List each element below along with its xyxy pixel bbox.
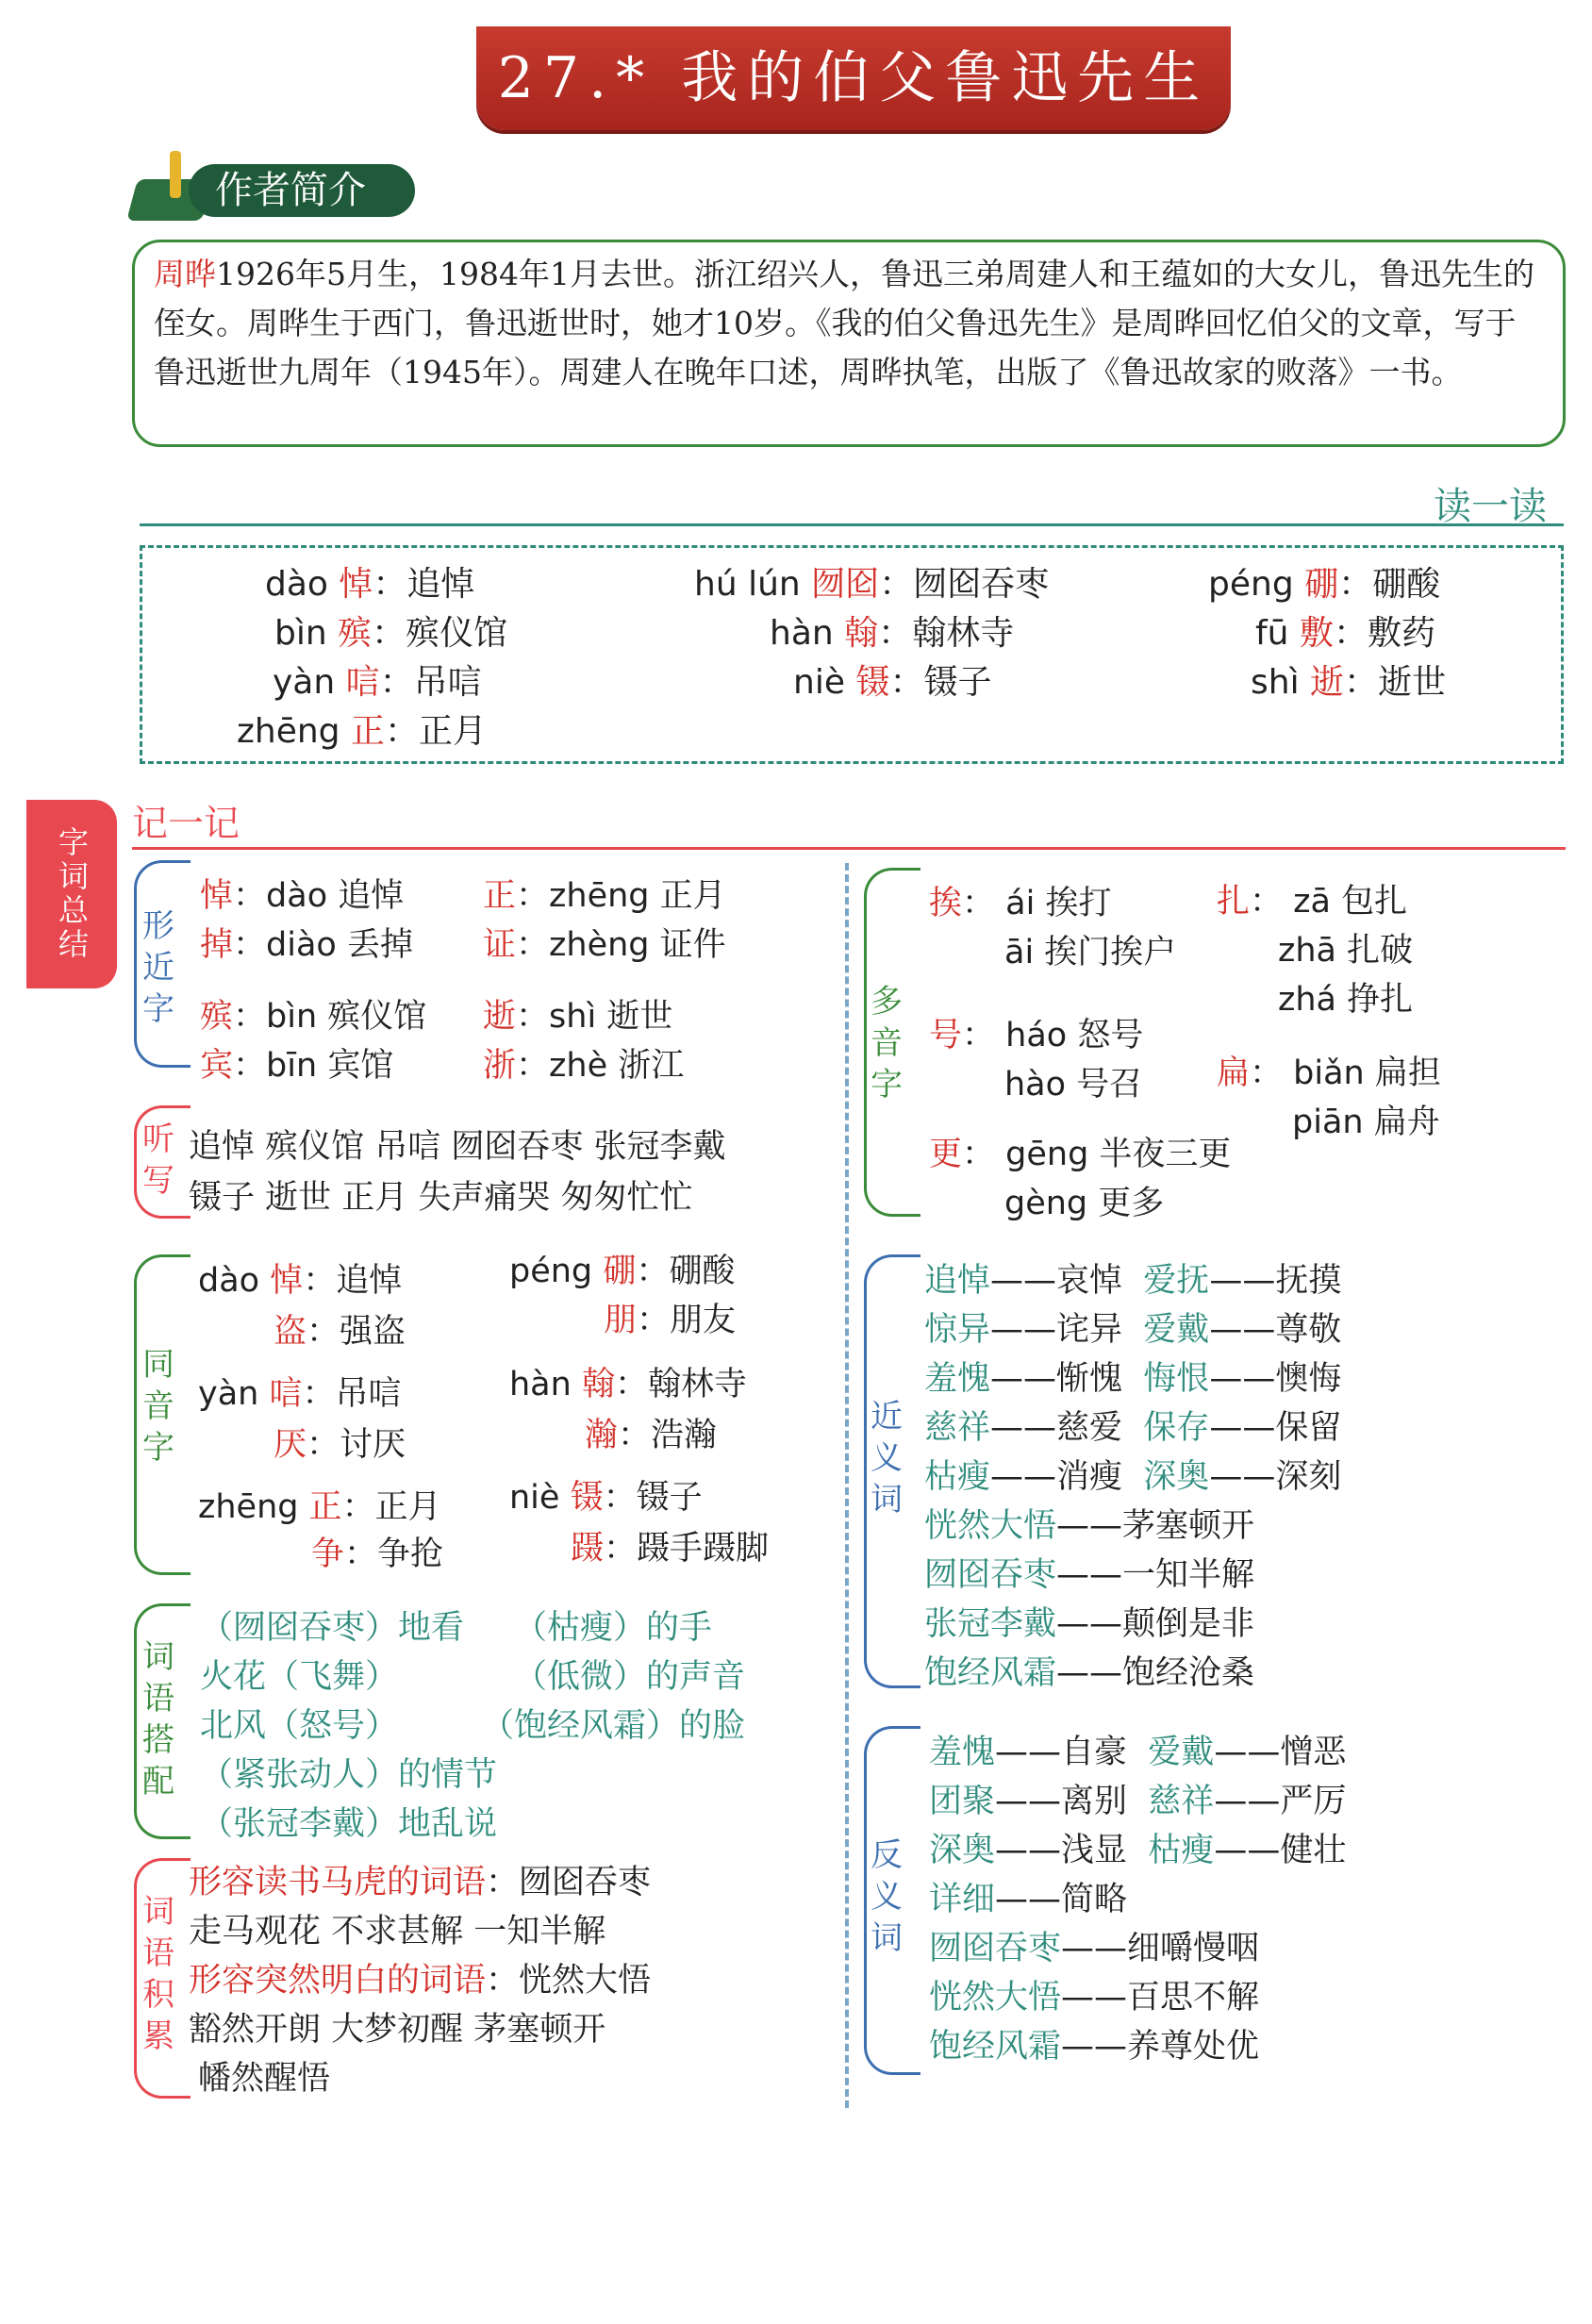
- list-item: 瀚：浩瀚: [585, 1417, 718, 1454]
- list-item: péng 硼：硼酸: [509, 1253, 736, 1290]
- list-item: 囫囵吞枣——细嚼慢咽: [929, 1930, 1260, 1967]
- read-item: niè 镊：镊子: [793, 663, 992, 702]
- list-item: 盗：强盗: [274, 1313, 406, 1351]
- read-box: [140, 545, 1564, 764]
- list-item: 宾：bīn 宾馆: [200, 1047, 394, 1085]
- read-item: péng 硼：硼酸: [1208, 565, 1441, 604]
- read-item: shì 逝：逝世: [1251, 663, 1447, 702]
- section-label-duoyinzi: 多音字: [871, 983, 903, 1104]
- read-title: 读一读: [1434, 485, 1547, 528]
- remember-title: 记一记: [132, 803, 240, 844]
- section-label-jinyici: 近义词: [871, 1398, 903, 1519]
- author-name: 周晔: [154, 256, 216, 292]
- list-item: 团聚——离别 慈祥——严厉: [929, 1783, 1347, 1820]
- list-item: 号： háo 怒号: [929, 1017, 1144, 1054]
- list-item: 浙：zhè 浙江: [483, 1047, 685, 1085]
- section-label-tongyinzi: 同音字: [142, 1346, 174, 1467]
- read-item: zhēng 正：正月: [237, 712, 488, 751]
- list-item: 朋：朋友: [604, 1302, 737, 1339]
- list-item: 详细——简略: [929, 1881, 1128, 1918]
- section-label-tingxie: 听写: [142, 1120, 174, 1200]
- list-item: 争：争抢: [311, 1536, 444, 1573]
- list-item: yàn 唁：吊唁: [198, 1375, 402, 1413]
- list-item: 悼：dào 追悼: [200, 877, 405, 915]
- jilei-line: 豁然开朗 大梦初醒 茅塞顿开: [189, 2011, 606, 2049]
- list-item: 饱经风霜——饱经沧桑: [924, 1654, 1255, 1692]
- jilei-line: 幡然醒悟: [198, 2060, 331, 2098]
- list-item: zhá 挣扎: [1278, 981, 1414, 1019]
- read-item: hàn 翰：翰林寺: [770, 614, 1015, 653]
- list-item: 北风（怒号）: [200, 1707, 399, 1745]
- list-item: 火花（飞舞）: [200, 1658, 399, 1696]
- author-label: 作者简介: [189, 164, 415, 217]
- author-text: 1926年5月生，1984年1月去世。浙江绍兴人，鲁迅三弟周建人和王蕴如的大女儿，鲁迅先生的侄女。周晔生于西门，鲁迅逝世时，她才10岁。《我的伯父鲁迅先生》是周晔回忆伯父的文章，写于鲁迅逝世九周年（1945年）。周建人在晚年口述，周晔执笔，出版了《鲁迅故家的败落》一书。: [154, 256, 1534, 390]
- list-item: hàn 翰：翰林寺: [509, 1366, 748, 1403]
- list-item: 正：zhēng 正月: [483, 877, 726, 915]
- jilei-line: 走马观花 不求甚解 一知半解: [189, 1913, 606, 1950]
- list-item: 逝：shì 逝世: [483, 998, 673, 1036]
- list-item: 张冠李戴——颠倒是非: [924, 1605, 1255, 1643]
- read-item: yàn 唁：吊唁: [273, 663, 482, 702]
- section-label-xingjinzi: 形近字: [142, 907, 174, 1028]
- list-item: 饱经风霜——养尊处优: [929, 2028, 1260, 2066]
- author-tab: [132, 160, 415, 221]
- list-item: 恍然大悟——百思不解: [929, 1979, 1260, 2017]
- list-item: gèng 更多: [1004, 1185, 1165, 1222]
- list-item: （紧张动人）的情节: [200, 1756, 498, 1794]
- section-label-fanyici: 反义词: [871, 1836, 903, 1957]
- list-item: （饱经风霜）的脸: [481, 1707, 746, 1745]
- list-item: piān 扁舟: [1292, 1104, 1440, 1141]
- read-item: dào 悼：追悼: [265, 565, 475, 604]
- column-divider: [845, 863, 849, 2108]
- list-item: zhā 扎破: [1278, 932, 1414, 970]
- divider: [132, 847, 1566, 850]
- read-item: fū 敷：敷药: [1255, 614, 1435, 653]
- list-item: 枯瘦——消瘦 深奥——深刻: [924, 1458, 1342, 1496]
- divider: [140, 523, 1564, 526]
- tingxie-line: 追悼 殡仪馆 吊唁 囫囵吞枣 张冠李戴: [189, 1128, 726, 1166]
- list-item: 恍然大悟——茅塞顿开: [924, 1507, 1255, 1545]
- list-item: 囫囵吞枣——一知半解: [924, 1556, 1255, 1594]
- list-item: （张冠李戴）地乱说: [200, 1805, 498, 1843]
- list-item: niè 镊：镊子: [509, 1479, 703, 1517]
- tingxie-line: 镊子 逝世 正月 失声痛哭 匆匆忙忙: [189, 1179, 693, 1217]
- list-item: dào 悼：追悼: [198, 1262, 403, 1300]
- list-item: 挨： ái 挨打: [929, 885, 1112, 922]
- author-box: [132, 240, 1566, 447]
- list-item: 蹑：蹑手蹑脚: [571, 1530, 770, 1568]
- list-item: āi 挨门挨户: [1004, 934, 1177, 971]
- list-item: （枯瘦）的手: [514, 1609, 713, 1647]
- page-title: 27.* 我的伯父鲁迅先生: [476, 26, 1231, 130]
- read-item: hú lún 囫囵：囫囵吞枣: [694, 565, 1050, 604]
- list-item: 深奥——浅显 枯瘦——健壮: [929, 1832, 1347, 1869]
- jilei-heading: 形容突然明白的词语：恍然大悟: [189, 1962, 652, 2000]
- jilei-heading: 形容读书马虎的词语：囫囵吞枣: [189, 1864, 652, 1901]
- list-item: 惊异——诧异 爱戴——尊敬: [924, 1311, 1342, 1349]
- pencil-icon: [170, 151, 181, 198]
- section-label-dapei: 词语搭配: [142, 1638, 174, 1801]
- list-item: 掉：diào 丢掉: [200, 926, 413, 964]
- list-item: （低微）的声音: [514, 1658, 746, 1696]
- section-label-jilei: 词语积累: [142, 1893, 174, 2055]
- list-item: 更： gēng 半夜三更: [929, 1136, 1232, 1173]
- list-item: hào 号召: [1004, 1066, 1143, 1104]
- list-item: 扎： zā 包扎: [1217, 883, 1408, 921]
- list-item: 证：zhèng 证件: [483, 926, 726, 964]
- list-item: （囫囵吞枣）地看: [200, 1609, 465, 1647]
- read-item: bìn 殡：殡仪馆: [274, 614, 508, 653]
- list-item: 厌：讨厌: [274, 1426, 406, 1464]
- list-item: zhēng 正：正月: [198, 1488, 441, 1526]
- list-item: 追悼——哀悼 爱抚——抚摸: [924, 1262, 1342, 1300]
- list-item: 羞愧——自豪 爱戴——憎恶: [929, 1734, 1347, 1771]
- list-item: 殡：bìn 殡仪馆: [200, 998, 427, 1036]
- list-item: 慈祥——慈爱 保存——保留: [924, 1409, 1342, 1447]
- list-item: 羞愧——惭愧 悔恨——懊悔: [924, 1360, 1342, 1398]
- list-item: 扁： biǎn 扁担: [1217, 1054, 1441, 1092]
- side-tab: 字词总结: [26, 800, 117, 988]
